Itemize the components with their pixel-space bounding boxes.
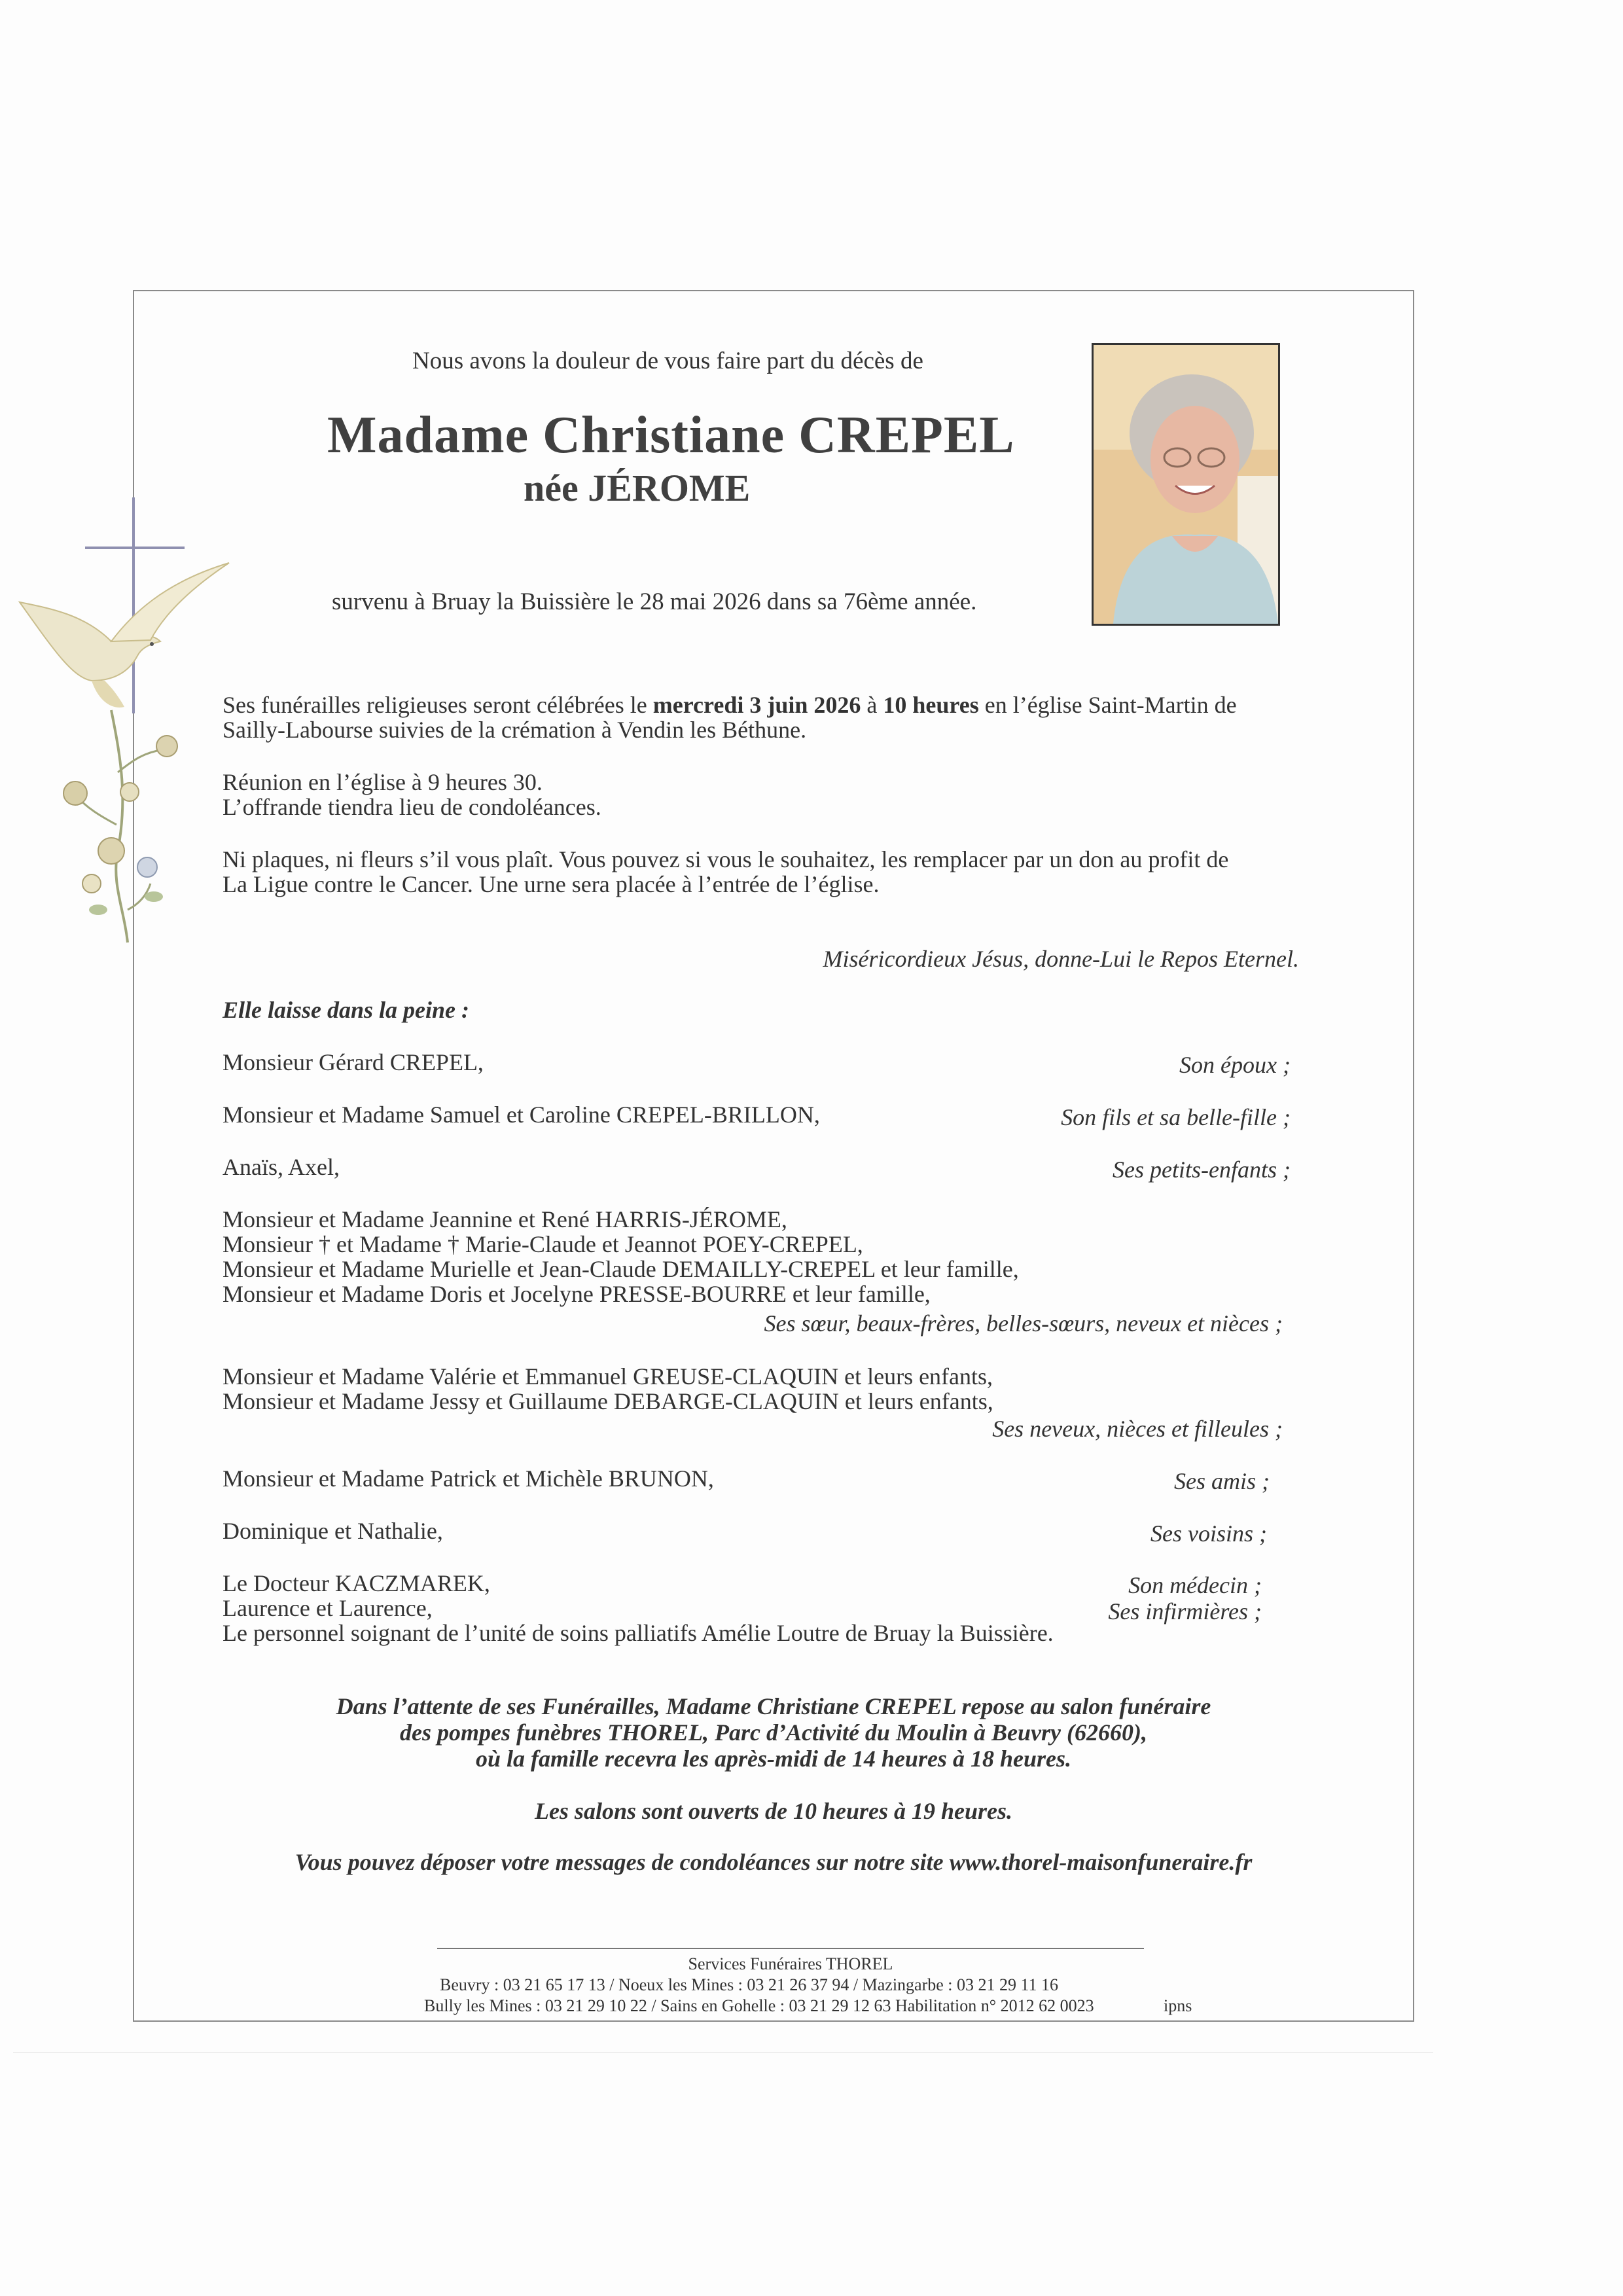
portrait-image	[1094, 345, 1278, 624]
mourner-name: Monsieur Gérard CREPEL,	[223, 1049, 484, 1075]
website-line: Vous pouvez déposer votre messages de condoléances sur notre site www.thorel-maisonfuneraire.fr	[294, 1849, 1253, 1875]
flowers-line-2: La Ligue contre le Cancer. Une urne sera placée à l’entrée de l’église.	[223, 871, 880, 897]
maiden-name: née JÉROME	[524, 467, 751, 509]
footer-mark: ipns	[1164, 1996, 1192, 2015]
gathering-line: Réunion en l’église à 9 heures 30.	[223, 769, 543, 795]
mourner-name: Monsieur et Madame Samuel et Caroline CREPEL-BRILLON,	[223, 1102, 820, 1128]
mourner-name: Anaïs, Axel,	[223, 1154, 340, 1180]
mourner-relation: Ses petits-enfants ;	[1113, 1157, 1291, 1183]
visitation-line-1: Dans l’attente de ses Funérailles, Madame Christiane CREPEL repose au salon funéraire	[336, 1693, 1211, 1719]
mourner-relation: Son médecin ;	[1128, 1572, 1262, 1598]
mourner-relation: Ses neveux, nièces et filleules ;	[992, 1416, 1283, 1442]
funeral-line-1	[223, 692, 1237, 717]
funeral-text: à	[861, 692, 883, 718]
mourner-relation: Ses amis ;	[1174, 1468, 1270, 1494]
funeral-text: en l’église Saint-Martin de	[978, 692, 1237, 718]
prayer: Miséricordieux Jésus, donne-Lui le Repos Eternel.	[823, 946, 1299, 972]
mourner-relation: Ses infirmières ;	[1108, 1598, 1262, 1624]
mourner-name: Monsieur et Madame Valérie et Emmanuel GREUSE-CLAQUIN et leurs enfants,	[223, 1363, 993, 1390]
mourner-name: Monsieur et Madame Murielle et Jean-Claude DEMAILLY-CREPEL et leur famille,	[223, 1256, 1019, 1282]
footer-phones-1: Beuvry : 03 21 65 17 13 / Noeux les Mines : 03 21 26 37 94 / Mazingarbe : 03 21 29 11 16	[440, 1975, 1059, 1994]
deceased-name: Madame Christiane CREPEL	[327, 406, 1015, 464]
mourner-name: Laurence et Laurence,	[223, 1595, 433, 1621]
page-edge-line	[13, 2052, 1433, 2053]
mourner-name: Monsieur et Madame Jessy et Guillaume DEBARGE-CLAQUIN et leurs enfants,	[223, 1388, 993, 1414]
salon-hours: Les salons sont ouverts de 10 heures à 19 heures.	[534, 1798, 1013, 1824]
funeral-text: Ses funérailles religieuses seront célébrées le	[223, 692, 653, 718]
cross-dove-flowers-icon	[13, 484, 242, 956]
mourner-relation: Son fils et sa belle-fille ;	[1061, 1104, 1291, 1130]
mourner-name: Monsieur † et Madame † Marie-Claude et Jeannot POEY-CREPEL,	[223, 1231, 863, 1257]
mourner-relation: Ses voisins ;	[1150, 1520, 1267, 1547]
footer-company: Services Funéraires THOREL	[688, 1954, 893, 1973]
visitation-line-2: des pompes funèbres THOREL, Parc d’Activité du Moulin à Beuvry (62660),	[400, 1719, 1147, 1746]
mourner-relation: Ses sœur, beaux-frères, belles-sœurs, neveux et nièces ;	[764, 1310, 1283, 1336]
deceased-photo	[1092, 343, 1280, 626]
mourners-heading: Elle laisse dans la peine :	[223, 997, 469, 1023]
mourner-name: Le Docteur KACZMAREK,	[223, 1570, 490, 1596]
funeral-time: 10 heures	[883, 692, 979, 718]
mourner-name: Le personnel soignant de l’unité de soins palliatifs Amélie Loutre de Bruay la Buissière.	[223, 1620, 1054, 1646]
mourner-relation: Son époux ;	[1179, 1052, 1291, 1078]
funeral-line-2: Sailly-Labourse suivies de la crémation à Vendin les Béthune.	[223, 717, 807, 743]
intro-text: Nous avons la douleur de vous faire part du décès de	[412, 348, 923, 374]
offering-line: L’offrande tiendra lieu de condoléances.	[223, 794, 601, 820]
flowers-line-1: Ni plaques, ni fleurs s’il vous plaît. Vous pouvez si vous le souhaitez, les remplacer par un don au profit de	[223, 846, 1229, 872]
mourner-name: Monsieur et Madame Doris et Jocelyne PRESSE-BOURRE et leur famille,	[223, 1281, 931, 1307]
mourner-name: Monsieur et Madame Patrick et Michèle BRUNON,	[223, 1465, 714, 1492]
death-notice: survenu à Bruay la Buissière le 28 mai 2026 dans sa 76ème année.	[332, 588, 977, 615]
mourner-name: Monsieur et Madame Jeannine et René HARRIS-JÉROME,	[223, 1206, 787, 1232]
footer-phones-2: Bully les Mines : 03 21 29 10 22 / Sains en Gohelle : 03 21 29 12 63 Habilitation n° 2012 62 0023	[424, 1996, 1094, 2015]
footer-divider	[437, 1948, 1144, 1949]
funeral-date: mercredi 3 juin 2026	[652, 692, 861, 718]
visitation-line-3: où la famille recevra les après-midi de 14 heures à 18 heures.	[476, 1746, 1071, 1772]
mourner-name: Dominique et Nathalie,	[223, 1518, 443, 1544]
